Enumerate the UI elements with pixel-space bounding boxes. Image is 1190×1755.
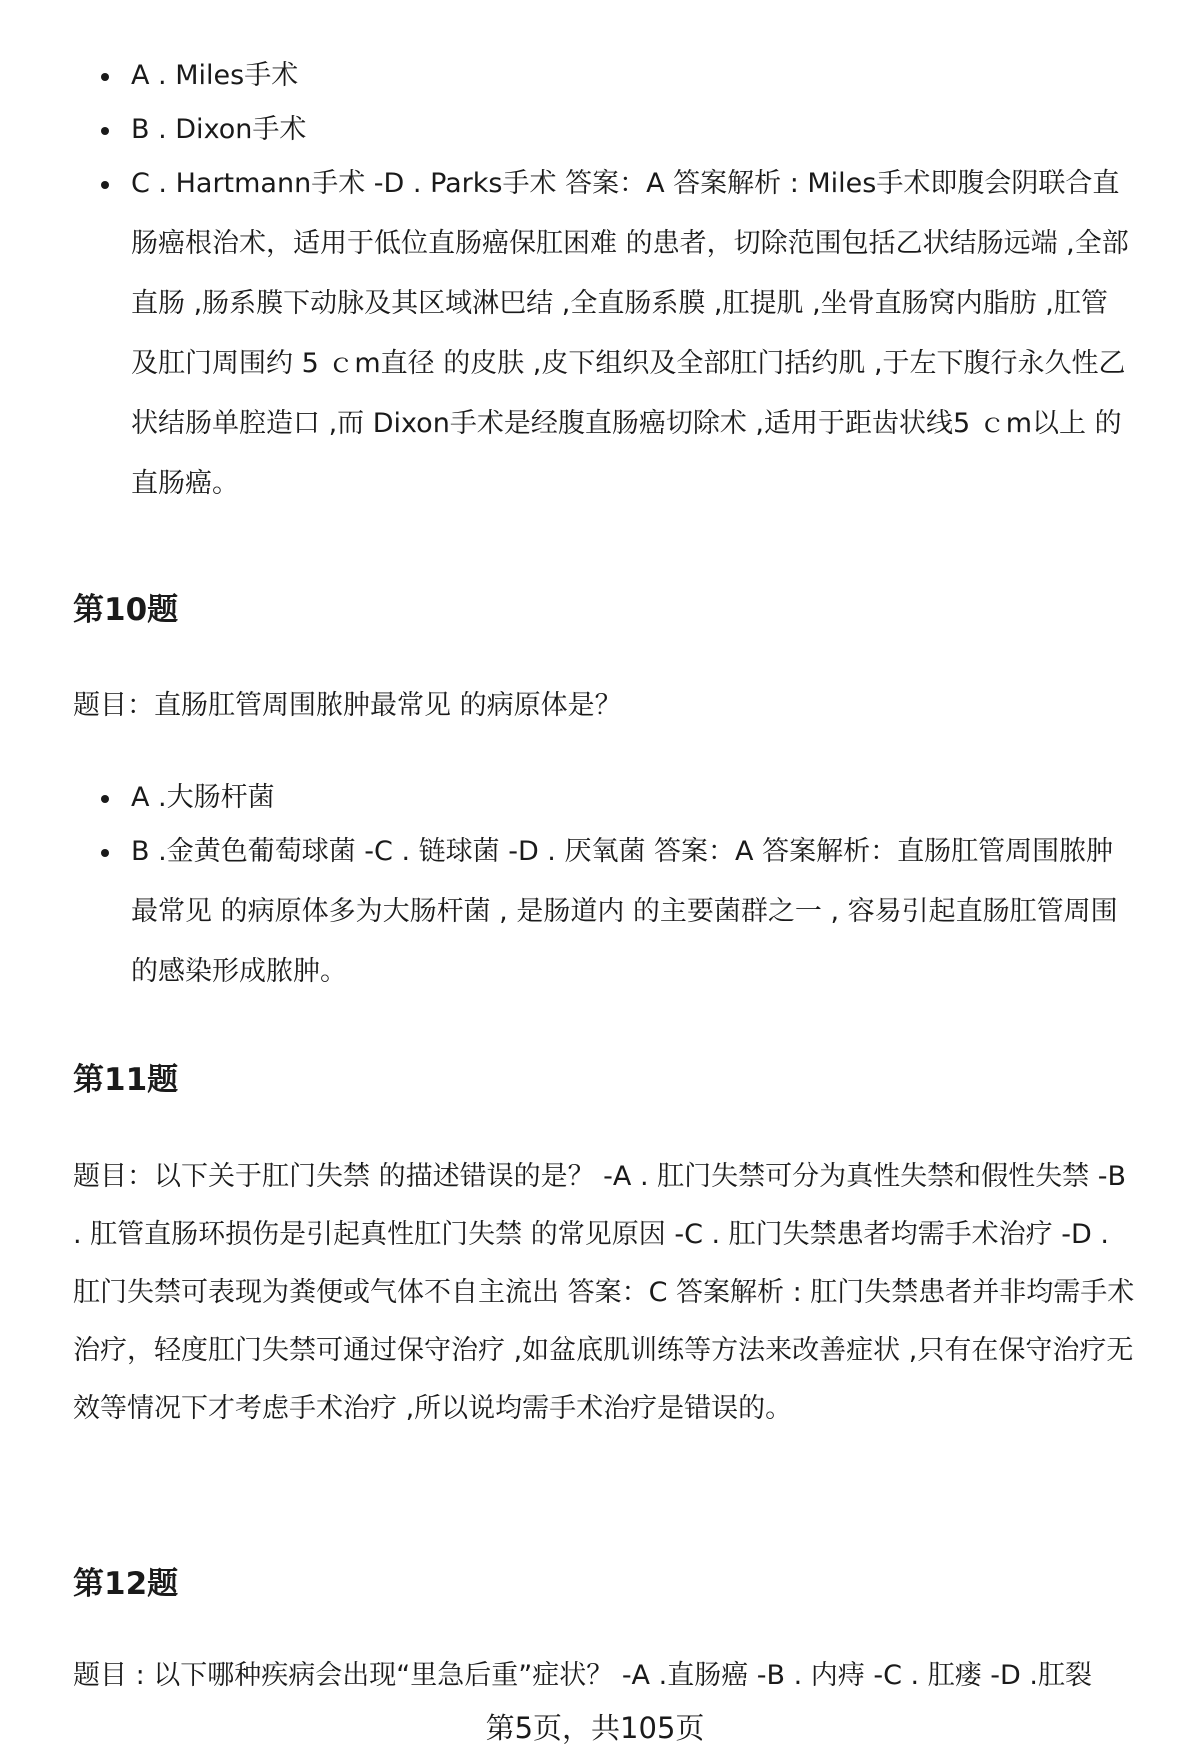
- q12-question: 题目 : 以下哪种疾病会出现“里急后重”症状？ -A .直肠癌 -B . 内痔 -C . 肛瘘 -D .肛裂: [73, 1660, 1092, 1691]
- bullet-icon: [101, 795, 109, 803]
- q9-option-b: B . Dixon手术: [73, 100, 1130, 160]
- q9-option-c-answer: C . Hartmann手术 -D . Parks手术 答案：A 答案解析 : Miles手术即腹会阴联合直肠癌根治术，适用于低位直肠癌保肛困难 的患者，切除范围包括乙状结肠远端 ,全部直肠 ,肠系膜下动脉及其区域淋巴结 ,全直肠系膜 ,肛提肌 ,坐骨直肠窝内脂肪 ,肛管及肛门周围约 5 ｃm直径 的皮肤 ,皮下组织及全部肛门括约肌 ,于左下腹行永久性乙状结肠单腔造口 ,而 Dixon手术是经腹直肠癌切除术 ,适用于距齿状线5 ｃm以上 的直肠癌。: [73, 154, 1130, 514]
- bullet-icon: [101, 73, 109, 81]
- bullet-icon: [101, 849, 109, 857]
- q10-options: [73, 768, 1130, 1002]
- q9-options: [73, 46, 1130, 514]
- q12-heading: 第12题: [73, 1566, 179, 1602]
- q9-option-a: A . Miles手术: [73, 46, 1130, 106]
- q10-option-b-answer: B .金黄色葡萄球菌 -C . 链球菌 -D . 厌氧菌 答案：A 答案解析：直肠肛管周围脓肿最常见 的病原体多为大肠杆菌 , 是肠道内 的主要菌群之一 , 容易引起直肠肛管周围 的感染形成脓肿。: [73, 822, 1130, 1002]
- bullet-icon: [101, 127, 109, 135]
- q11-heading: 第11题: [73, 1062, 179, 1098]
- q10-option-a: A .大肠杆菌: [73, 768, 1130, 828]
- bullet-icon: [101, 181, 109, 189]
- q11-question: 题目：以下关于肛门失禁 的描述错误的是？ -A . 肛门失禁可分为真性失禁和假性失禁 -B . 肛管直肠环损伤是引起真性肛门失禁 的常见原因 -C . 肛门失禁患者均需手术治疗 -D . 肛门失禁可表现为粪便或气体不自主流出 答案：C 答案解析 : 肛门失禁患者并非均需手术治疗，轻度肛门失禁可通过保守治疗 ,如盆底肌训练等方法来改善症状 ,只有在保守治疗无效等情况下才考虑手术治疗 ,所以说均需手术治疗是错误的。: [73, 1161, 1135, 1424]
- page-number: 第5页，共105页: [485, 1711, 705, 1745]
- q10-heading: 第10题: [73, 592, 179, 628]
- q10-question: 题目：直肠肛管周围脓肿最常见 的病原体是？: [73, 690, 622, 721]
